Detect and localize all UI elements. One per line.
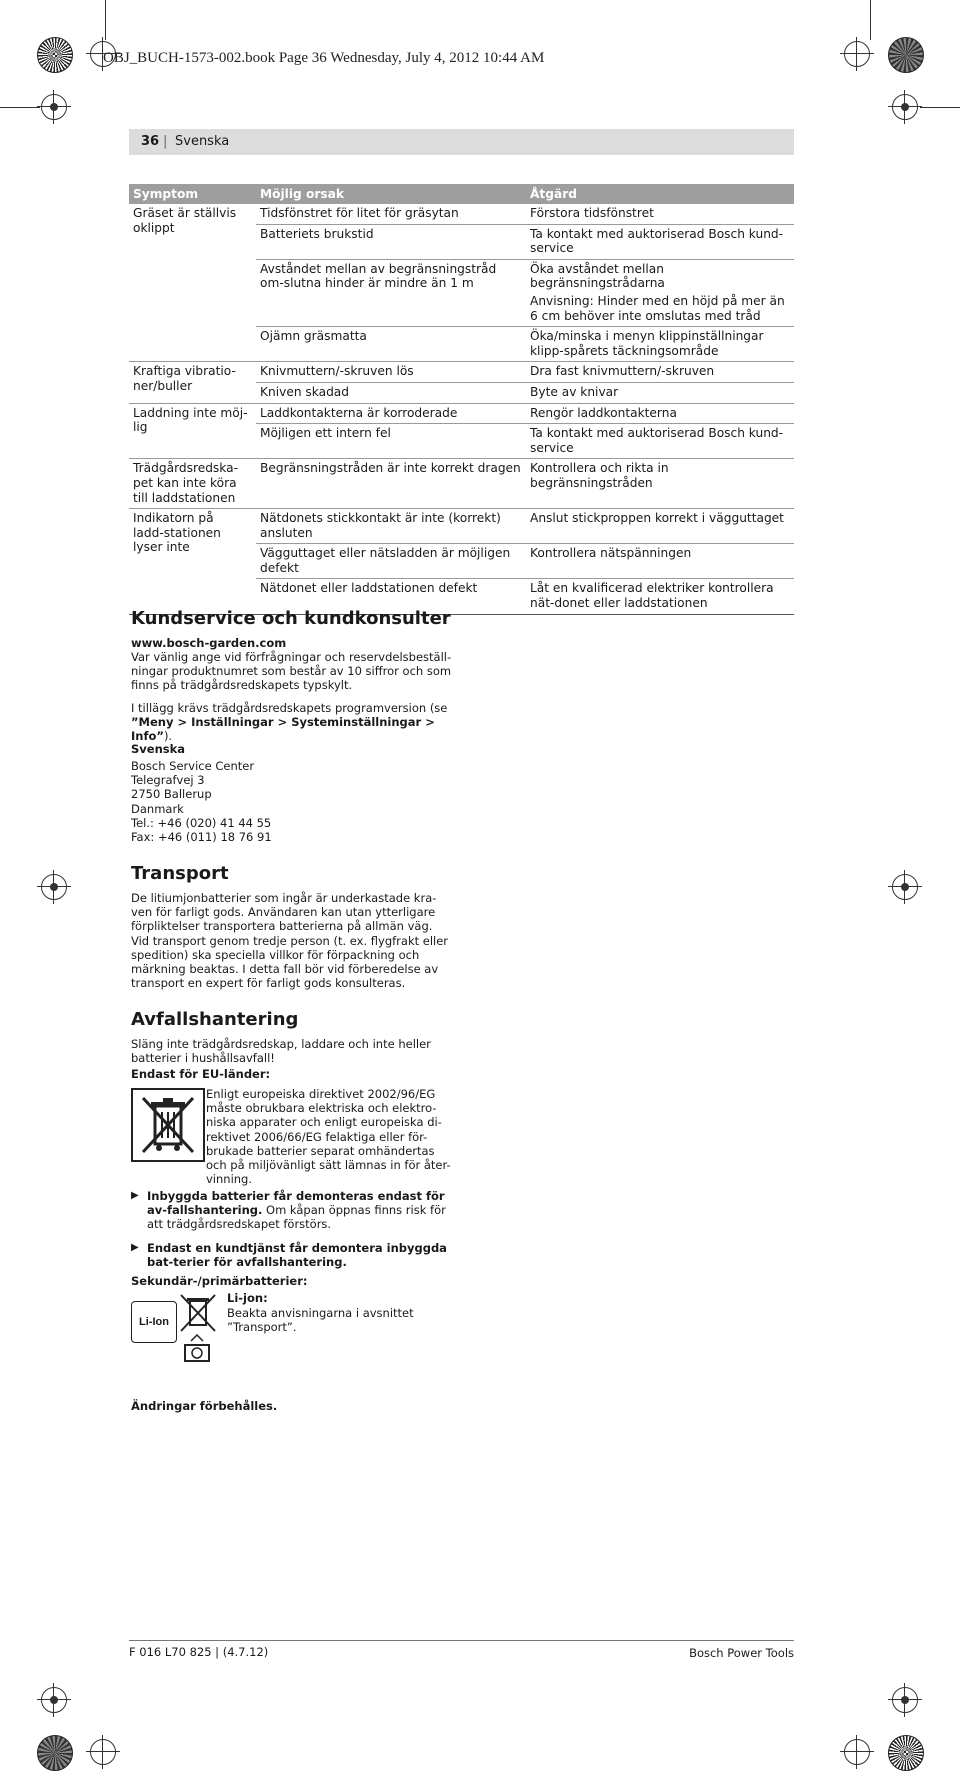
changes-note: Ändringar förbehålles. <box>131 1399 278 1413</box>
troubleshooting-table <box>129 184 794 615</box>
li-ion-text: Beakta anvisningarna i avsnittet ”Transport”. <box>227 1306 414 1335</box>
crop-line <box>870 0 871 40</box>
weee-bin-icon <box>131 1088 205 1162</box>
cause-cell: Nätdonet eller laddstationen defekt <box>256 579 526 614</box>
action-note: Anvisning: Hinder med en höjd på mer än 6 cm behöver inte omslutas med tråd <box>530 293 785 323</box>
cause-cell: Batteriets brukstid <box>256 224 526 259</box>
li-ion-title: Li-jon: <box>227 1291 268 1305</box>
action-cell <box>526 259 794 326</box>
page-number: 36 <box>141 134 160 149</box>
li-ion-recycling-icon <box>131 1293 221 1363</box>
footer-brand: Bosch Power Tools <box>689 1646 794 1660</box>
table-row <box>129 362 794 383</box>
cause-cell: Kniven skadad <box>256 382 526 403</box>
table-row <box>129 459 794 509</box>
cause-cell: Nätdonets stickkontakt är inte (korrekt) ansluten <box>256 509 526 544</box>
symptom-cell: Indikatorn på ladd-stationen lyser inte <box>129 509 256 615</box>
registration-crosshair-icon <box>37 870 71 904</box>
crop-line <box>920 107 960 108</box>
bullet-triangle-icon: ▶ <box>131 1190 139 1201</box>
print-header: OBJ_BUCH-1573-002.book Page 36 Wednesday, July 4, 2012 10:44 AM <box>103 50 545 66</box>
registration-crosshair-icon <box>840 1735 874 1769</box>
li-ion-label-box: Li-Ion <box>131 1301 177 1343</box>
transport-paragraph: De litiumjonbatterier som ingår är underkastade kra-ven för farligt gods. Användaren kan utan ytterligare förpliktelser transportera batterierna på allmän väg. Vid transport genom tredje person (t. ex. flygfrakt eller spedition) ska speciella villkor för förpackning och märkning beaktas. I detta fall bör vid förberedelse av transport en expert för farligt gods konsulteras. <box>131 891 449 991</box>
action-cell: Byte av knivar <box>526 382 794 403</box>
cause-cell: Knivmuttern/-skruven lös <box>256 362 526 383</box>
symptom-cell: Kraftiga vibratio-ner/buller <box>129 362 256 403</box>
registration-crosshair-icon <box>840 37 874 71</box>
registration-rosette-icon <box>37 37 73 73</box>
service-heading: Kundservice och kundkonsulter <box>131 608 451 629</box>
bullet-item: ▶ Inbyggda batterier får demonteras endast för av-fallshantering. Om kåpan öppnas finns risk för att trädgårdsredskapet förstörs. <box>131 1189 446 1232</box>
service-country: Svenska <box>131 742 186 756</box>
cause-cell: Begränsningstråden är inte korrekt dragen <box>256 459 526 509</box>
page-bar <box>129 129 794 155</box>
registration-rosette-icon <box>37 1735 73 1771</box>
registration-crosshair-icon <box>888 1683 922 1717</box>
cause-cell: Möjligen ett intern fel <box>256 424 526 459</box>
registration-rosette-icon <box>888 1735 924 1771</box>
cause-cell: Laddkontakterna är korroderade <box>256 403 526 424</box>
action-cell: Ta kontakt med auktoriserad Bosch kund-service <box>526 224 794 259</box>
symptom-cell: Gräset är ställvis oklippt <box>129 204 256 362</box>
page-language: Svenska <box>175 134 230 149</box>
header-action: Åtgärd <box>526 184 794 204</box>
registration-crosshair-icon <box>888 870 922 904</box>
table-header-row <box>129 184 794 204</box>
cause-cell: Tidsfönstret för litet för gräsytan <box>256 204 526 224</box>
table-row <box>129 403 794 424</box>
disposal-intro: Släng inte trädgårdsredskap, laddare och inte heller batterier i hushållsavfall! <box>131 1037 431 1066</box>
transport-heading: Transport <box>131 863 229 884</box>
bullet-item: ▶ Endast en kundtjänst får demontera inbyggda bat-terier för avfallshantering. <box>131 1241 447 1270</box>
action-cell: Förstora tidsfönstret <box>526 204 794 224</box>
action-cell: Låt en kvalificerad elektriker kontrollera nät-donet eller laddstationen <box>526 579 794 614</box>
header-symptom: Symptom <box>129 184 256 204</box>
cause-cell: Vägguttaget eller nätsladden är möjligen defekt <box>256 544 526 579</box>
registration-crosshair-icon <box>37 90 71 124</box>
action-text: Öka avståndet mellan begränsningstrådarna <box>530 261 665 291</box>
action-cell: Kontrollera nätspänningen <box>526 544 794 579</box>
menu-path: ”Meny > Inställningar > Systeminställningar > Info” <box>131 715 435 744</box>
action-cell: Öka/minska i menyn klippinställningar klipp-spårets täckningsområde <box>526 327 794 362</box>
footer-doc-number: F 016 L70 825 | (4.7.12) <box>129 1645 269 1659</box>
action-cell: Rengör laddkontakterna <box>526 403 794 424</box>
registration-crosshair-icon <box>37 1683 71 1717</box>
table-row <box>129 204 794 224</box>
cause-cell: Avståndet mellan av begränsningstråd om-slutna hinder är mindre än 1 m <box>256 259 526 326</box>
eu-label: Endast för EU-länder: <box>131 1067 271 1081</box>
bullet-triangle-icon: ▶ <box>131 1242 139 1253</box>
action-cell: Ta kontakt med auktoriserad Bosch kund-service <box>526 424 794 459</box>
table-row <box>129 509 794 544</box>
cause-cell: Ojämn gräsmatta <box>256 327 526 362</box>
registration-crosshair-icon <box>86 1735 120 1769</box>
action-cell: Kontrollera och rikta in begränsningstråden <box>526 459 794 509</box>
symptom-cell: Laddning inte möj-lig <box>129 403 256 459</box>
action-cell: Dra fast knivmuttern/-skruven <box>526 362 794 383</box>
action-cell: Anslut stickproppen korrekt i vägguttaget <box>526 509 794 544</box>
registration-rosette-icon <box>888 37 924 73</box>
header-cause: Möjlig orsak <box>256 184 526 204</box>
service-paragraph: Var vänlig ange vid förfrågningar och reservdelsbeställ-ningar produktnumret som består av 10 siffror och som finns på trädgårdsredskapets typskylt. <box>131 650 452 693</box>
crop-line <box>105 0 106 40</box>
service-address: Bosch Service Center Telegrafvej 3 2750 Ballerup Danmark Tel.: +46 (020) 41 44 55 Fax: +46 (011) 18 76 91 <box>131 759 272 845</box>
symptom-cell: Trädgårdsredska-pet kan inte köra till laddstationen <box>129 459 256 509</box>
page-separator: | <box>163 134 168 149</box>
service-paragraph-version: I tillägg krävs trädgårdsredskapets programversion (se ”Meny > Inställningar > Systeminställningar > Info”). <box>131 701 448 744</box>
battery-label: Sekundär-/primärbatterier: <box>131 1274 308 1288</box>
registration-crosshair-icon <box>888 90 922 124</box>
service-url[interactable]: www.bosch-garden.com <box>131 636 287 650</box>
page-footer <box>129 1640 794 1659</box>
crop-line <box>0 107 40 108</box>
eu-directive-text: Enligt europeiska direktivet 2002/96/EG måste obrukbara elektriska och elektro-niska apparater och enligt europeiska di-rektivet 2006/66/EG felaktiga eller för-brukade batterier separat omhändertas och på miljövänligt sätt lämnas in för åter-vinning. <box>206 1087 451 1187</box>
disposal-heading: Avfallshantering <box>131 1009 299 1030</box>
